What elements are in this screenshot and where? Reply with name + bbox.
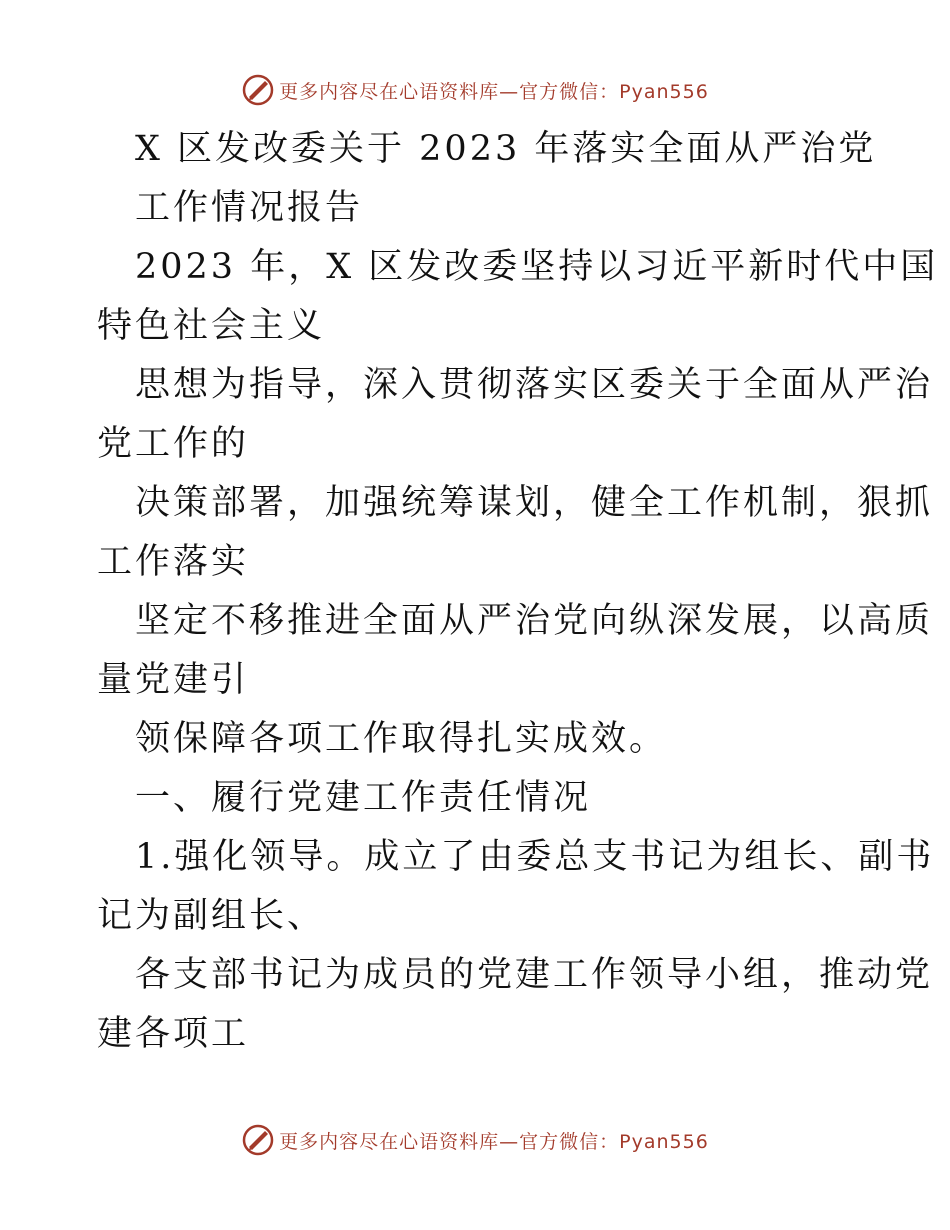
footer-watermark (0, 1120, 950, 1160)
paragraph-line: 建各项工 (97, 1014, 250, 1054)
document-title-line-2: 工作情况报告 (135, 188, 364, 228)
paragraph-line: 坚定不移推进全面从严治党向纵深发展，以高质 (135, 601, 934, 641)
paragraph-line: 1.强化领导。成立了由委总支书记为组长、副书 (135, 837, 935, 877)
watermark-text: 更多内容尽在心语资料库—官方微信：Pyan556 (279, 1130, 709, 1153)
watermark-text: 更多内容尽在心语资料库—官方微信：Pyan556 (279, 80, 709, 103)
document-title-line-1: X 区发改委关于 2023 年落实全面从严治党 (135, 129, 877, 169)
paragraph-line: 思想为指导，深入贯彻落实区委关于全面从严治 (135, 365, 934, 405)
paragraph-line: 量党建引 (97, 660, 250, 700)
paragraph-line: 2023 年，X 区发改委坚持以习近平新时代中国 (135, 247, 939, 287)
paragraph-line: 特色社会主义 (97, 306, 326, 346)
document-body (97, 120, 939, 1064)
paragraph-line: 决策部署，加强统筹谋划，健全工作机制，狠抓 (135, 483, 934, 523)
header-watermark (0, 70, 950, 110)
logo-icon (241, 1123, 275, 1157)
paragraph-line: 领保障各项工作取得扎实成效。 (135, 719, 668, 759)
paragraph-line: 记为副组长、 (97, 896, 326, 936)
paragraph-line: 党工作的 (97, 424, 250, 464)
logo-icon (241, 73, 275, 107)
section-heading: 一、履行党建工作责任情况 (135, 778, 592, 818)
paragraph-line: 工作落实 (97, 542, 250, 582)
paragraph-line: 各支部书记为成员的党建工作领导小组，推动党 (135, 955, 934, 995)
